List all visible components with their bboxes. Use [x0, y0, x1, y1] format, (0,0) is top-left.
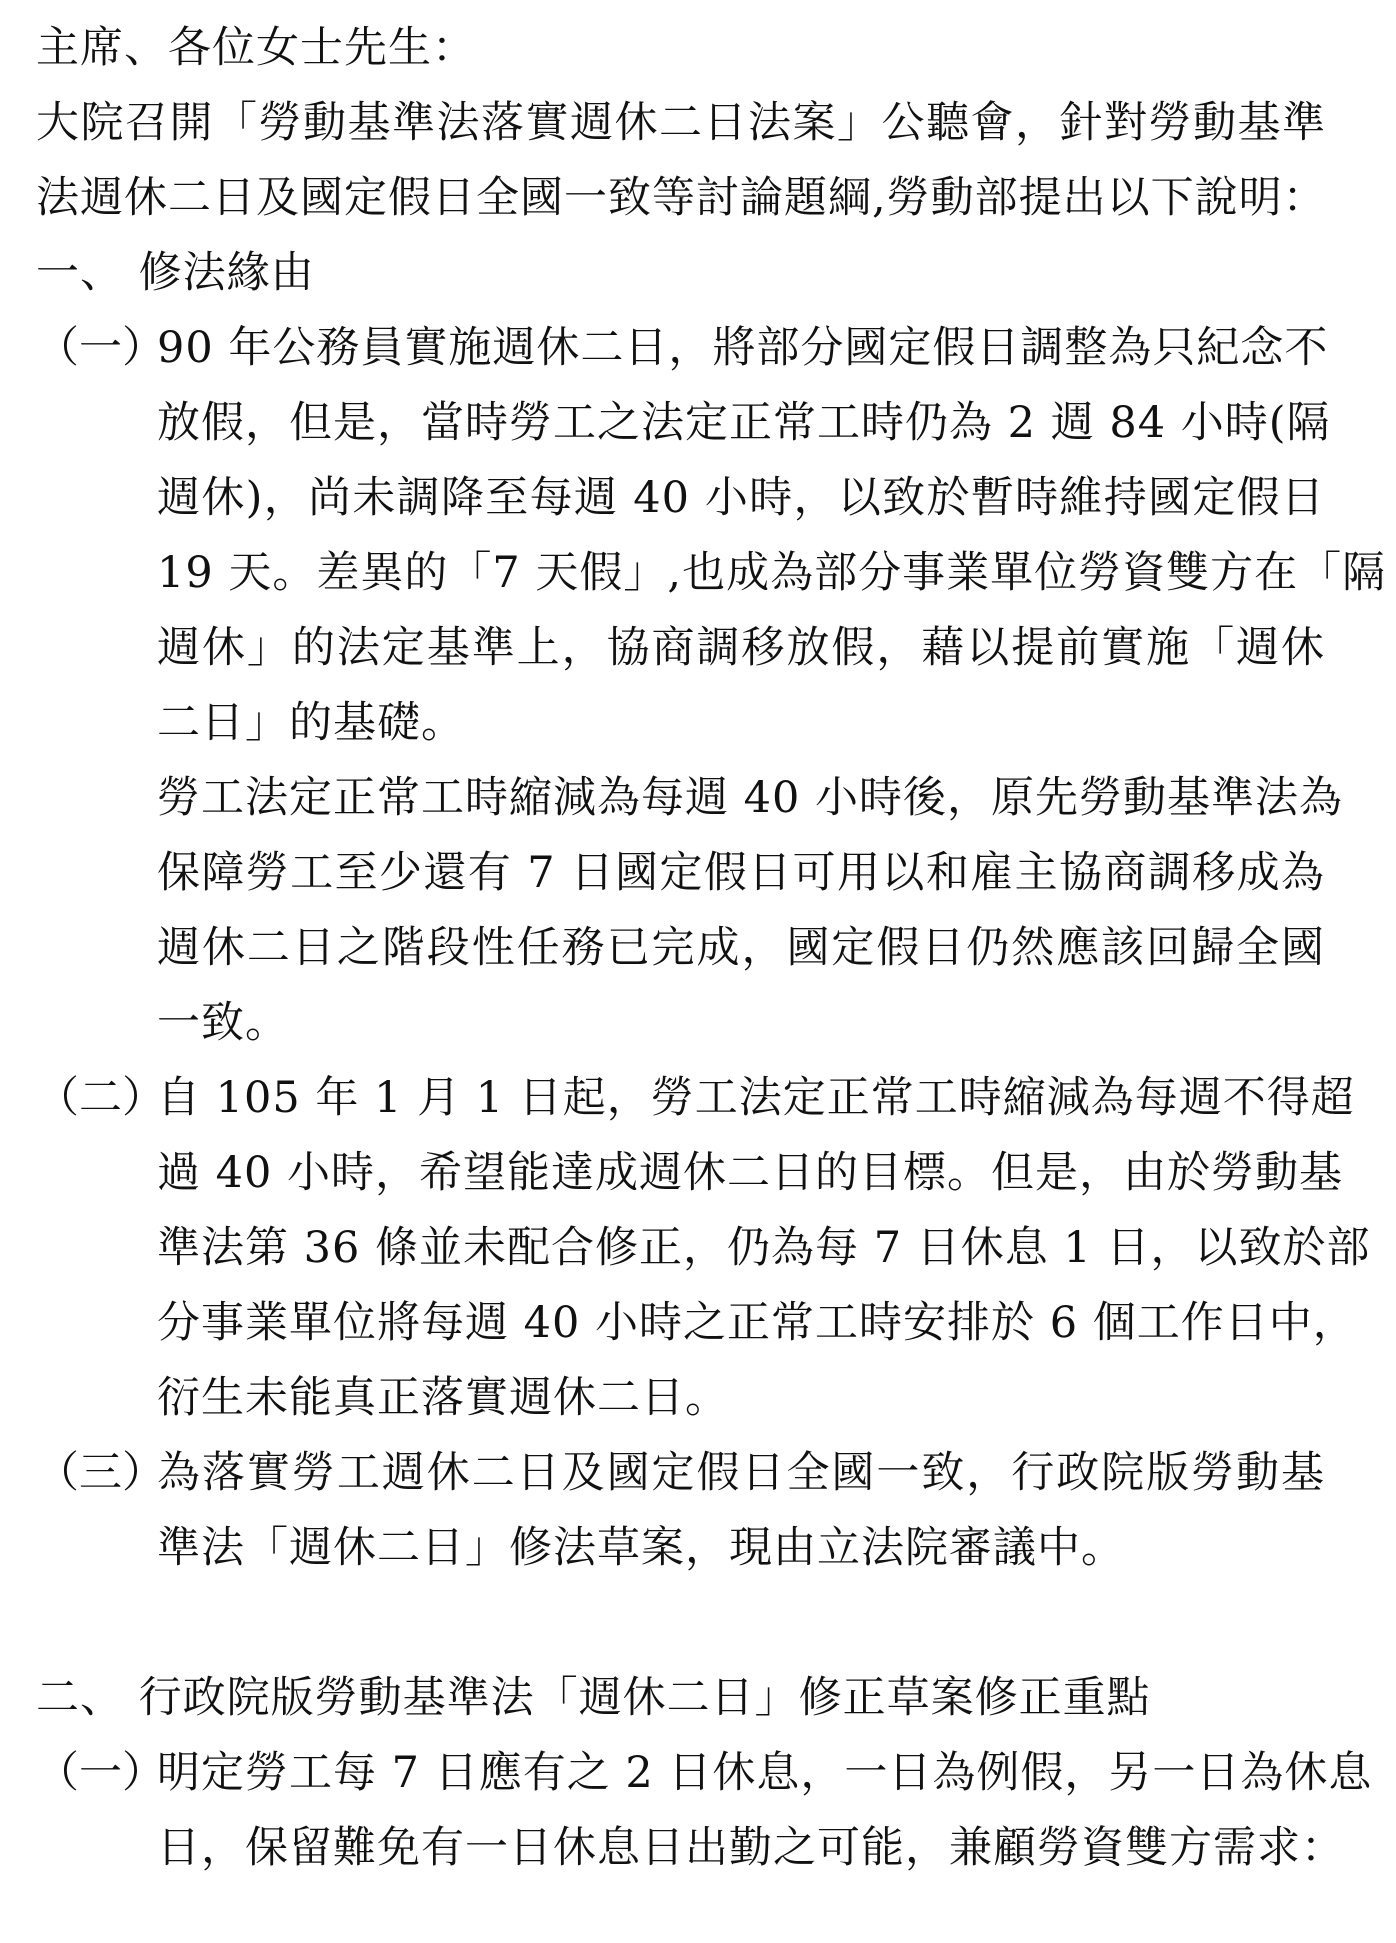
section1-item1-line-3: 週休)，尚未調降至每週 40 小時，以致於暫時維持國定假日: [157, 473, 1325, 523]
section1-item1-para2-line-1: 勞工法定正常工時縮減為每週 40 小時後，原先勞動基準法為: [157, 773, 1344, 823]
section1-item1-para2-line-3: 週休二日之階段性任務已完成，國定假日仍然應該回歸全國: [157, 923, 1325, 973]
section1-item1-para2-line-2: 保障勞工至少還有 7 日國定假日可用以和雇主協商調移成為: [157, 848, 1325, 898]
section1-item2-marker: （二）: [36, 1073, 165, 1123]
section1-item2-line-5: 衍生未能真正落實週休二日。: [157, 1373, 729, 1423]
section1-item3-line-2: 準法「週休二日」修法草案，現由立法院審議中。: [157, 1523, 1125, 1573]
section1-item1-line-2: 放假，但是，當時勞工之法定正常工時仍為 2 週 84 小時(隔: [157, 398, 1331, 448]
section1-item3-marker: （三）: [36, 1448, 165, 1498]
section1-item2-line-3: 準法第 36 條並未配合修正，仍為每 7 日休息 1 日，以致於部: [157, 1223, 1371, 1273]
section1-item1-line-4: 19 天。差異的「7 天假」,也成為部分事業單位勞資雙方在「隔: [157, 548, 1387, 598]
intro-line-1: 大院召開「勞動基準法落實週休二日法案」公聽會，針對勞動基準: [36, 98, 1326, 148]
section1-item2-line-4: 分事業單位將每週 40 小時之正常工時安排於 6 個工作日中，: [157, 1298, 1357, 1348]
section1-heading: 一、 修法緣由: [36, 248, 315, 298]
intro-line-2: 法週休二日及國定假日全國一致等討論題綱,勞動部提出以下說明：: [36, 173, 1327, 223]
section2-heading: 二、 行政院版勞動基準法「週休二日」修正草案修正重點: [36, 1673, 1151, 1723]
section2-item1-marker: （一）: [36, 1748, 165, 1798]
section1-item2-line-1: 自 105 年 1 月 1 日起，勞工法定正常工時縮減為每週不得超: [157, 1073, 1355, 1123]
section1-item1-para2-line-4: 一致。: [157, 998, 289, 1048]
section2-item1-line-2: 日，保留難免有一日休息日出勤之可能，兼顧勞資雙方需求：: [157, 1823, 1345, 1873]
section1-item1-marker: （一）: [36, 323, 165, 373]
section1-item1-line-6: 二日」的基礎。: [157, 698, 465, 748]
section1-item3-line-1: 為落實勞工週休二日及國定假日全國一致，行政院版勞動基: [157, 1448, 1325, 1498]
section1-item1-line-1: 90 年公務員實施週休二日，將部分國定假日調整為只紀念不: [157, 323, 1329, 373]
section1-item2-line-2: 過 40 小時，希望能達成週休二日的目標。但是，由於勞動基: [157, 1148, 1344, 1198]
greeting: 主席、各位女士先生：: [36, 23, 476, 73]
section1-item1-line-5: 週休」的法定基準上，協商調移放假，藉以提前實施「週休: [157, 623, 1325, 673]
section2-item1-line-1: 明定勞工每 7 日應有之 2 日休息，一日為例假，另一日為休息: [157, 1748, 1373, 1798]
